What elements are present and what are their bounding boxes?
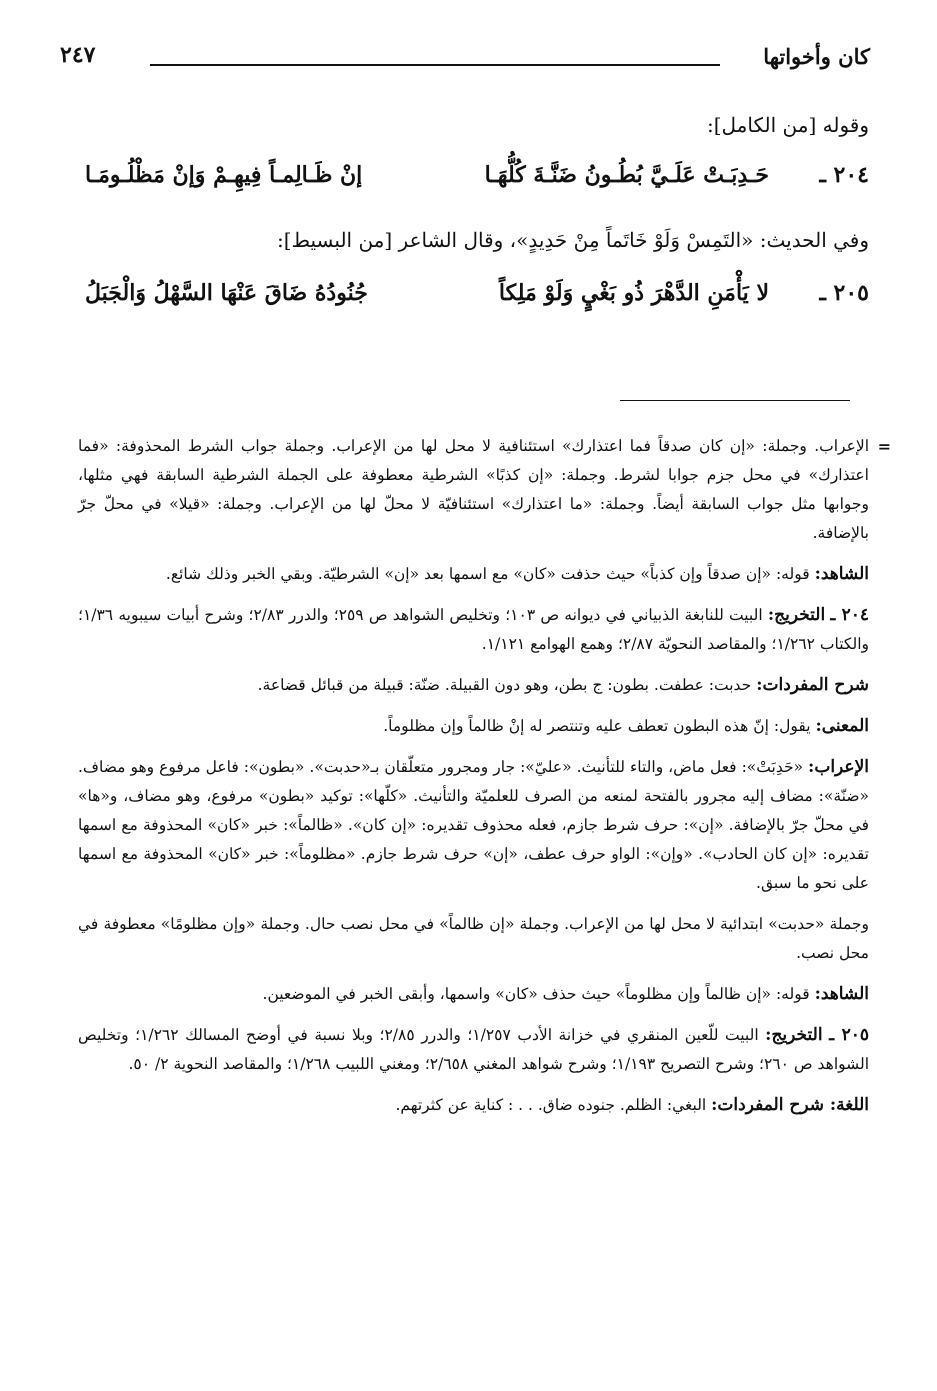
footnote-paragraph: وجملة «حدبت» ابتدائية لا محل لها من الإعراب. وجملة «إن ظالماً» في محل نصب حال. وجملة «وإن مظلومًا» معطوفة في محل نصب.	[78, 915, 869, 962]
footnote-paragraph: الإعراب. وجملة: «إن كان صدقاً فما اعتذارك» استئنافية لا محل لها من الإعراب. وجملة جواب الشرط المحذوفة: «فما اعتذارك» في محل جزم جوابا لشرط. وجملة: «إن كذبًا» الشرطية معطوفة على الجملة الشرطية السابقة فهي مثلها، وجوابها مثل جواب السابقة أيضاً. وجملة: «ما اعتذارك» استئنافيّة لا محلّ لها من الإعراب. وجملة: «قيلا» في محلّ جرّ بالإضافة.	[78, 437, 869, 542]
verse-205	[85, 280, 869, 320]
chapter-title: كان وأخواتها	[763, 44, 870, 69]
footnotes	[78, 432, 891, 1132]
page-number: ٢٤٧	[60, 42, 96, 68]
verse-second-hemistich: جُنُودُهُ ضَاقَ عَنْهَا السَّهْلُ وَالْجَبَلُ	[85, 280, 368, 306]
footnote-paragraph: ٢٠٥ ـ التخريج: البيت للّعين المنقري في خزانة الأدب ١/٢٥٧؛ والدرر ٢/٨٥؛ وبلا نسبة في أوضح المسالك ١/٢٦٢؛ وتخليص الشواهد ص ٢٦٠؛ وشرح التصريح ١/١٩٣؛ وشرح شواهد المغني ٢/٦٥٨؛ ومغني اللبيب ١/٢٦٨؛ والمقاصد النحوية ٢/ ٥٠.	[78, 1025, 869, 1073]
verse-first-hemistich: حَـدِبَـتْ عَلَـيَّ بُطُـونُ ضَنَّـةَ كُلُّهَـا	[484, 162, 769, 188]
footnote-paragraph: اللغة: شرح المفردات: البغي: الظلم. جنوده ضاق. . . : كناية عن كثرتهم.	[395, 1095, 869, 1115]
header-rule	[150, 64, 720, 66]
verse-number: ٢٠٥ ـ	[819, 280, 869, 306]
verse-number: ٢٠٤ ـ	[819, 162, 869, 188]
verse-204	[85, 162, 869, 202]
verse-first-hemistich: لا يَأْمَنِ الدَّهْرَ ذُو بَغْيٍ وَلَوْ مَلِكاً	[498, 280, 769, 306]
footnote-paragraph: شرح المفردات: حدبت: عطفت. بطون: ج بطن، وهو دون القبيلة. ضنّة: قبيلة من قبائل قضاعة.	[257, 675, 869, 695]
footnote-paragraph: الشاهد: قوله: «إن صدقاً وإن كذباً» حيث حذفت «كان» مع اسمها بعد «إن» الشرطيّة. وبقي الخبر وذلك شائع.	[165, 564, 869, 584]
footnote-paragraph: الشاهد: قوله: «إن ظالماً وإن مظلوماً» حيث حذف «كان» واسمها، وأبقى الخبر في الموضعين.	[262, 984, 869, 1004]
hadith-line: وفي الحديث: «التَمِسْ وَلَوْ خَاتَماً مِنْ حَدِيدٍ»، وقال الشاعر [من البسيط]:	[277, 228, 869, 252]
verse-intro: وقوله [من الكامل]:	[706, 113, 869, 137]
running-header	[60, 40, 870, 80]
footnote-separator	[620, 400, 850, 401]
continuation-mark: =	[877, 437, 891, 456]
verse-second-hemistich: إنْ ظَـالِمـاً فِيهِـمْ وَإنْ مَظْلُـومَـا	[85, 162, 363, 188]
footnote-paragraph: الإعراب: «حَدِبَتْ»: فعل ماض، والتاء للتأنيث. «عليّ»: جار ومجرور متعلّقان بـ«حدبت». «بطون»: فاعل مرفوع وهو مضاف. «ضنّة»: مضاف إليه مجرور بالفتحة لمنعه من الصرف للعلميّة والتأنيث. «كلّها»: توكيد «بطون» مرفوع، وهو مضاف، و«ها» في محلّ جرّ بالإضافة. «إن»: حرف شرط جازم، فعله محذوف تقديره: «إن كان». «ظالماً»: خبر «كان» المحذوفة مع اسمها تقديره: «إن كان الحادب». «وإن»: الواو حرف عطف، «إن» حرف شرط جازم. «مظلوماً»: خبر «كان» المحذوفة مع اسمها على نحو ما سبق.	[78, 757, 869, 892]
footnote-paragraph: ٢٠٤ ـ التخريج: البيت للنابغة الذبياني في ديوانه ص ١٠٣؛ وتخليص الشواهد ص ٢٥٩؛ والدرر ٢/٨٣؛ وشرح أبيات سيبويه ١/٣٦؛ والكتاب ١/٢٦٢؛ والمقاصد النحويّة ٢/٨٧؛ وهمع الهوامع ١/١٢١.	[78, 605, 869, 653]
footnote-paragraph: المعنى: يقول: إنّ هذه البطون تعطف عليه وتنتصر له إنْ ظالماً وإن مظلوماً.	[383, 716, 869, 736]
